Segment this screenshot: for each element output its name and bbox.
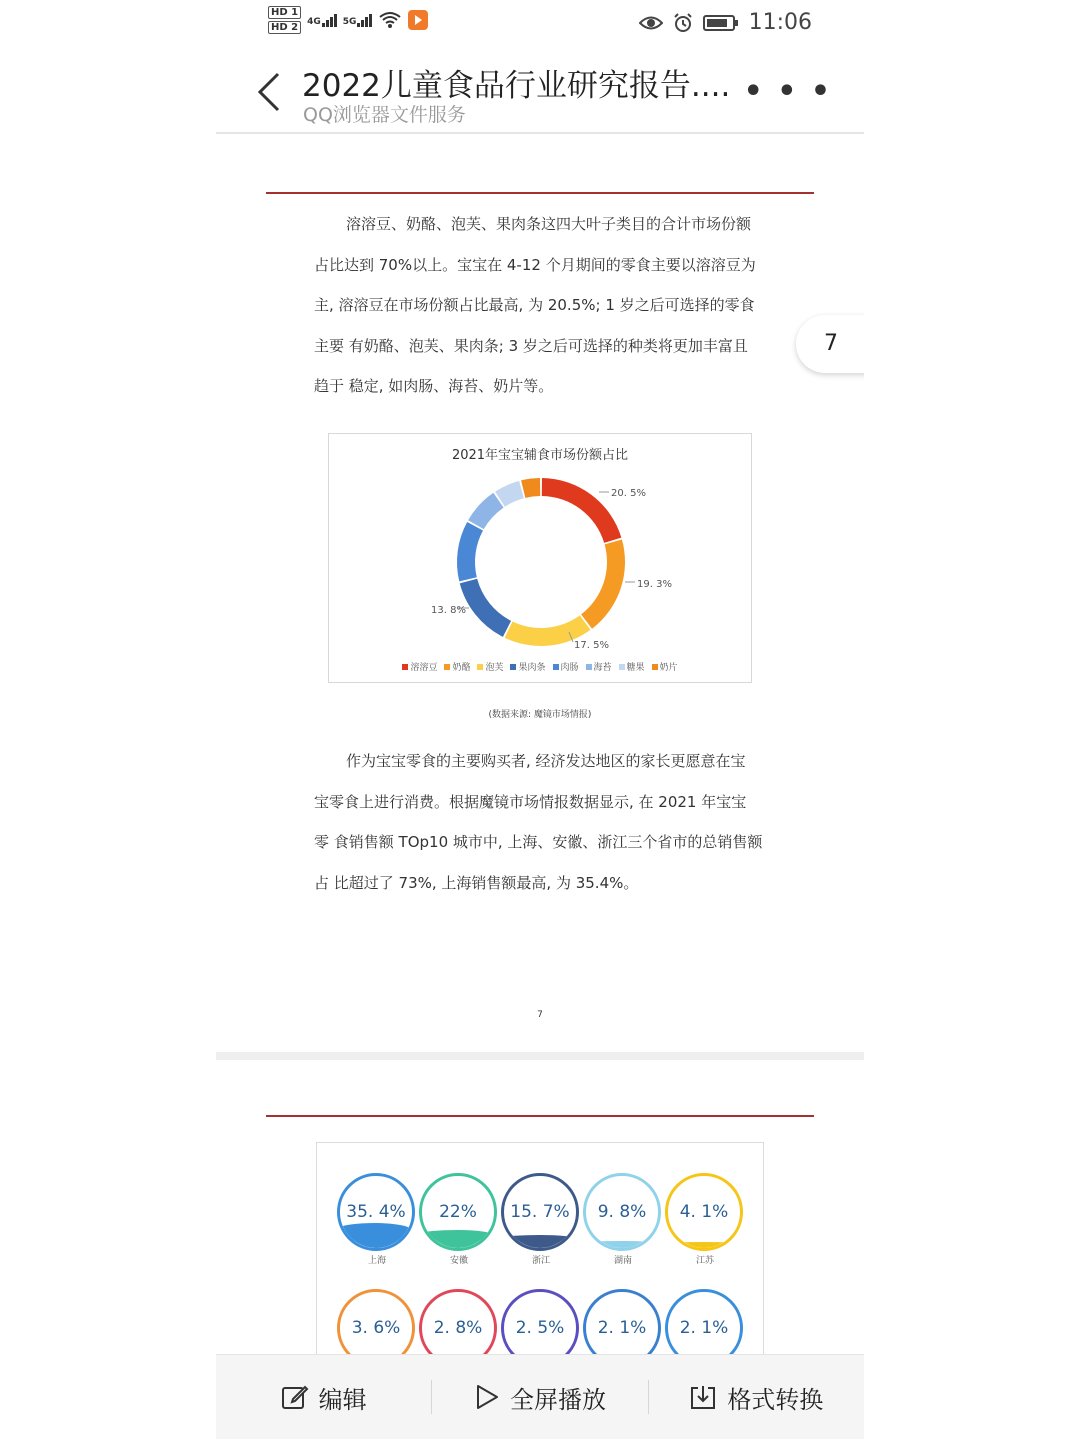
bubble-percentage: 15. 7% <box>510 1202 570 1222</box>
city-name: 安徽 <box>449 1256 468 1266</box>
document-page <box>216 136 864 1052</box>
signal-4g-icon <box>307 14 337 27</box>
legend-swatch <box>444 664 450 670</box>
back-arrow-icon[interactable] <box>254 70 284 114</box>
page-separator <box>216 1052 864 1060</box>
hd1-badge: HD 1 <box>268 6 301 19</box>
city-name: 江苏 <box>695 1256 714 1266</box>
donut-chart <box>328 433 752 683</box>
city-name: 湖南 <box>613 1256 632 1266</box>
city-bubble <box>665 1173 745 1266</box>
bubble-ring <box>665 1173 743 1251</box>
legend-entry <box>510 660 545 673</box>
signal-5g-icon <box>343 14 373 27</box>
bubble-fill <box>586 1241 658 1248</box>
data-label-0: 20. 5% <box>611 488 646 499</box>
donut-chart-svg <box>329 434 753 684</box>
status-left <box>268 6 428 34</box>
legend-label: 奶酪 <box>452 663 471 673</box>
format-convert-button[interactable] <box>649 1380 864 1415</box>
page-indicator-badge[interactable]: 7 <box>796 315 864 373</box>
chart-legend <box>329 660 751 673</box>
bubble-percentage: 4. 1% <box>679 1202 729 1222</box>
donut-slice-溶溶豆 <box>542 478 622 543</box>
data-label-1: 19. 3% <box>637 579 672 590</box>
city-bubble <box>501 1173 581 1266</box>
bubble-ring <box>337 1173 415 1251</box>
legend-entry <box>402 660 437 673</box>
legend-swatch <box>652 664 658 670</box>
bubble-percentage: 2. 8% <box>433 1318 483 1338</box>
hd2-badge: HD 2 <box>268 21 301 34</box>
paragraph2-line: 宝零食上进行消费。根据魔镜市场情报数据显示, 在 2021 年宝宝 <box>314 792 747 811</box>
donut-slice-奶酪 <box>581 540 625 629</box>
bubble-percentage: 22% <box>439 1202 477 1222</box>
bubble-fill <box>340 1223 412 1248</box>
document-title: 2022儿童食品行业研究报告.... <box>302 68 731 104</box>
bubble-fill <box>504 1235 576 1248</box>
donut-slice-奶片 <box>521 478 540 498</box>
data-label-3: 13. 8% <box>431 605 466 616</box>
city-name: 上海 <box>367 1256 386 1266</box>
hd-badges <box>268 6 301 34</box>
city-bubble <box>583 1173 663 1266</box>
bubble-ring <box>501 1173 579 1251</box>
legend-swatch <box>402 664 408 670</box>
page2-header-rule <box>266 1115 814 1117</box>
paragraph1-line: 主, 溶溶豆在市场份额占比最高, 为 20.5%; 1 岁之后可选择的零食 <box>314 296 755 314</box>
chart-title: 2021年宝宝辅食市场份额占比 <box>451 448 629 463</box>
paragraph1-line: 趋于 稳定, 如肉肠、海苔、奶片等。 <box>314 377 554 395</box>
bubble-fill <box>668 1242 740 1248</box>
legend-swatch <box>586 664 592 670</box>
legend-entry <box>586 660 612 673</box>
data-source-note: (数据来源: 魔镜市场情报) <box>488 710 592 720</box>
eye-icon <box>639 15 663 31</box>
paragraph1-line: 主要 有奶酪、泡芙、果肉条; 3 岁之后可选择的种类将更加丰富且 <box>314 336 748 355</box>
bubble-ring <box>583 1173 661 1251</box>
edit-icon <box>281 1383 309 1411</box>
legend-entry <box>477 660 503 673</box>
bubble-percentage: 2. 5% <box>515 1318 565 1338</box>
legend-label: 果肉条 <box>518 663 546 673</box>
edit-button[interactable] <box>216 1380 431 1415</box>
data-label-2: 17. 5% <box>574 640 609 651</box>
page-number: 7 <box>537 1010 543 1020</box>
convert-icon <box>689 1383 717 1411</box>
paragraph2-line: 作为宝宝零食的主要购买者, 经济发达地区的家长更愿意在宝 <box>346 752 746 770</box>
document-source: QQ浏览器文件服务 <box>303 104 466 126</box>
legend-entry <box>444 660 470 673</box>
document-page-next <box>216 1060 864 1360</box>
bubble-percentage: 9. 8% <box>597 1202 647 1222</box>
fullscreen-label: 全屏播放 <box>509 1385 606 1414</box>
legend-label: 奶片 <box>659 663 678 673</box>
legend-swatch <box>619 664 625 670</box>
paragraph-city-sales <box>314 741 774 903</box>
convert-label: 格式转换 <box>727 1385 824 1414</box>
paragraph1-line: 溶溶豆、奶酪、泡芙、果肉条这四大叶子类目的合计市场份额 <box>346 215 752 233</box>
city-bubble <box>419 1173 499 1266</box>
legend-label: 泡芙 <box>485 663 504 673</box>
bubble-percentage: 2. 1% <box>597 1318 647 1338</box>
legend-label: 糖果 <box>626 663 645 673</box>
city-name: 浙江 <box>531 1256 550 1266</box>
paragraph2-line: 零 食销售额 TOp10 城市中, 上海、安徽、浙江三个省市的总销售额 <box>314 833 763 851</box>
legend-swatch <box>510 664 516 670</box>
legend-entry <box>553 660 579 673</box>
fullscreen-play-button[interactable] <box>432 1380 647 1415</box>
bubble-fill <box>422 1230 494 1248</box>
legend-swatch <box>477 664 483 670</box>
phone-screen <box>216 0 864 1439</box>
bottom-toolbar <box>216 1354 864 1439</box>
city-bubble <box>337 1173 417 1266</box>
legend-entry <box>652 660 678 673</box>
legend-label: 肉肠 <box>560 663 579 673</box>
more-menu-button[interactable]: • • • <box>743 74 832 109</box>
clock: 11:06 <box>748 10 812 35</box>
app-notification-icon <box>408 10 428 30</box>
legend-label: 海苔 <box>593 663 612 673</box>
legend-swatch <box>553 664 559 670</box>
paragraph1-line: 占比达到 70%以上。宝宝在 4-12 个月期间的零食主要以溶溶豆为 <box>314 255 756 274</box>
wifi-icon <box>378 11 402 29</box>
bubble-ring <box>419 1173 497 1251</box>
status-right <box>639 10 812 35</box>
title-bar <box>216 52 864 134</box>
bubble-percentage: 3. 6% <box>351 1318 401 1338</box>
paragraph2-line: 占 比超过了 73%, 上海销售额最高, 为 35.4%。 <box>314 873 639 892</box>
edit-label: 编辑 <box>318 1385 367 1414</box>
battery-icon <box>703 15 735 31</box>
net2-label: 5G <box>342 16 357 27</box>
play-icon <box>474 1383 500 1411</box>
legend-label: 溶溶豆 <box>410 663 438 673</box>
status-bar <box>216 0 864 48</box>
paragraph-market-share <box>314 204 774 407</box>
donut-slice-肉肠 <box>457 522 483 581</box>
alarm-icon <box>673 13 693 33</box>
city-sales-chart <box>316 1142 764 1372</box>
page-header-rule <box>266 192 814 194</box>
donut-slice-海苔 <box>468 493 503 529</box>
bubble-percentage: 2. 1% <box>679 1318 729 1338</box>
net1-label: 4G <box>307 16 321 27</box>
bubble-percentage: 35. 4% <box>346 1202 406 1222</box>
legend-entry <box>619 660 645 673</box>
